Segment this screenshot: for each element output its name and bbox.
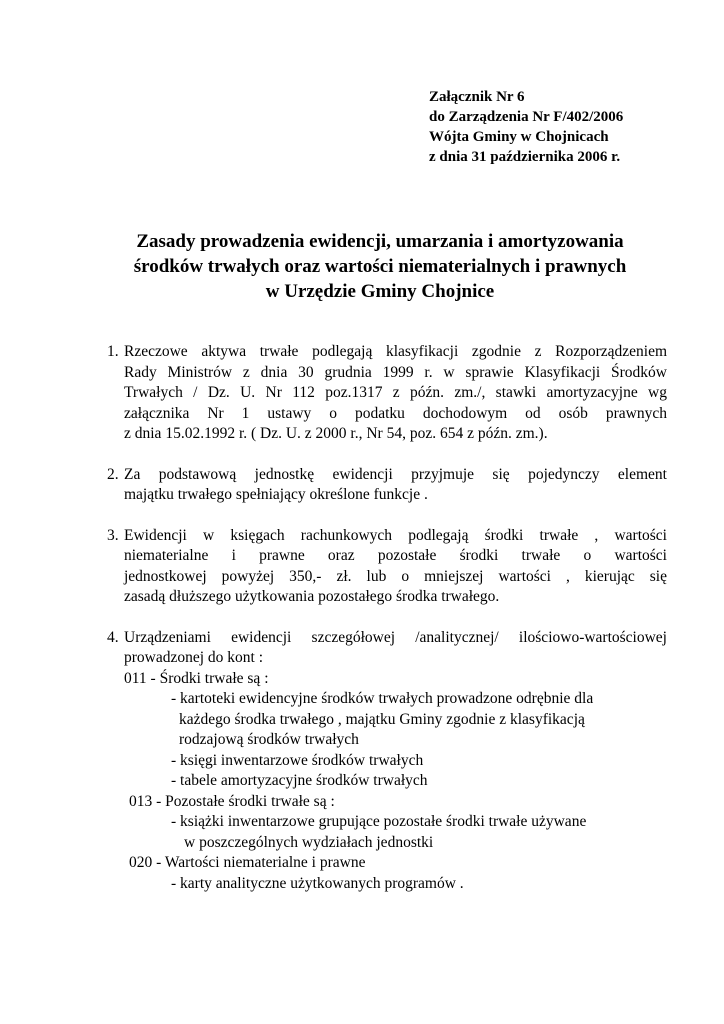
- document-title: [100, 229, 660, 304]
- point-line: niematerialne i prawne oraz pozostałe środki trwałe o wartości: [124, 547, 667, 564]
- point-3: [107, 526, 667, 608]
- point-line: prowadzonej do kont :: [124, 649, 264, 666]
- account-020-item: - karty analityczne użytkowanych programów .: [171, 874, 464, 892]
- point-line: z dnia 15.02.1992 r. ( Dz. U. z 2000 r., Nr 54, poz. 654 z późn. zm.).: [124, 425, 548, 442]
- point-number: 3.: [107, 526, 119, 544]
- account-013-label: 013 - Pozostałe środki trwałe są :: [129, 792, 335, 810]
- issuing-authority: Wójta Gminy w Chojnicach: [429, 129, 609, 145]
- point-line: Rady Ministrów z dnia 30 grudnia 1999 r. w sprawie Klasyfikacji Środków: [124, 363, 667, 381]
- annex-number: Załącznik Nr 6: [429, 89, 525, 105]
- account-011-item: rodzajową środków trwałych: [179, 731, 359, 748]
- account-011-item: - kartoteki ewidencyjne środków trwałych prowadzone odrębnie dla: [171, 690, 594, 707]
- title-line-2: środków trwałych oraz wartości niematerialnych i prawnych: [133, 256, 627, 277]
- account-011-item: każdego środka trwałego , majątku Gminy zgodnie z klasyfikacją: [179, 710, 585, 728]
- point-4: [107, 628, 667, 895]
- ordinance-reference: do Zarządzenia Nr F/402/2006: [429, 109, 624, 125]
- document-body: [107, 342, 667, 914]
- point-1: [107, 342, 667, 445]
- point-line: Rzeczowe aktywa trwałe podlegają klasyfikacji zgodnie z Rozporządzeniem: [124, 343, 667, 360]
- point-line: majątku trwałego spełniający określone funkcje .: [124, 486, 428, 503]
- point-line: jednostkowej powyżej 350,- zł. lub o mniejszej wartości , kierując się: [124, 567, 667, 585]
- account-020-label: 020 - Wartości niematerialne i prawne: [129, 854, 366, 871]
- point-2: [107, 465, 667, 506]
- point-line: zasadą dłuższego użytkowania pozostałego środka trwałego.: [124, 588, 500, 605]
- point-number: 1.: [107, 343, 119, 360]
- account-011-label: 011 - Środki trwałe są :: [124, 669, 269, 687]
- issue-date: z dnia 31 października 2006 r.: [429, 149, 621, 165]
- point-line: Ewidencji w księgach rachunkowych podlegają środki trwałe , wartości: [124, 526, 667, 544]
- point-line: Trwałych / Dz. U. Nr 112 poz.1317 z późn. zm./, stawki amortyzacyjne wg: [124, 384, 667, 401]
- document-header: [429, 87, 623, 167]
- point-number: 4.: [107, 628, 119, 646]
- point-line: Urządzeniami ewidencji szczegółowej /analitycznej/ ilościowo-wartościowej: [124, 628, 667, 646]
- title-line-3: w Urzędzie Gminy Chojnice: [265, 281, 495, 302]
- account-013-item: w poszczególnych wydziałach jednostki: [184, 833, 434, 851]
- point-line: Za podstawową jednostkę ewidencji przyjmuje się pojedynczy element: [124, 465, 667, 483]
- account-011-item: - księgi inwentarzowe środków trwałych: [171, 751, 424, 769]
- account-013-item: - książki inwentarzowe grupujące pozostałe środki trwałe używane: [171, 813, 587, 830]
- title-line-1: Zasady prowadzenia ewidencji, umarzania i amortyzowania: [136, 231, 624, 252]
- point-line: załącznika Nr 1 ustawy o podatku dochodowym od osób prawnych: [124, 404, 667, 422]
- account-011-item: - tabele amortyzacyjne środków trwałych: [171, 772, 428, 789]
- point-number: 2.: [107, 465, 119, 483]
